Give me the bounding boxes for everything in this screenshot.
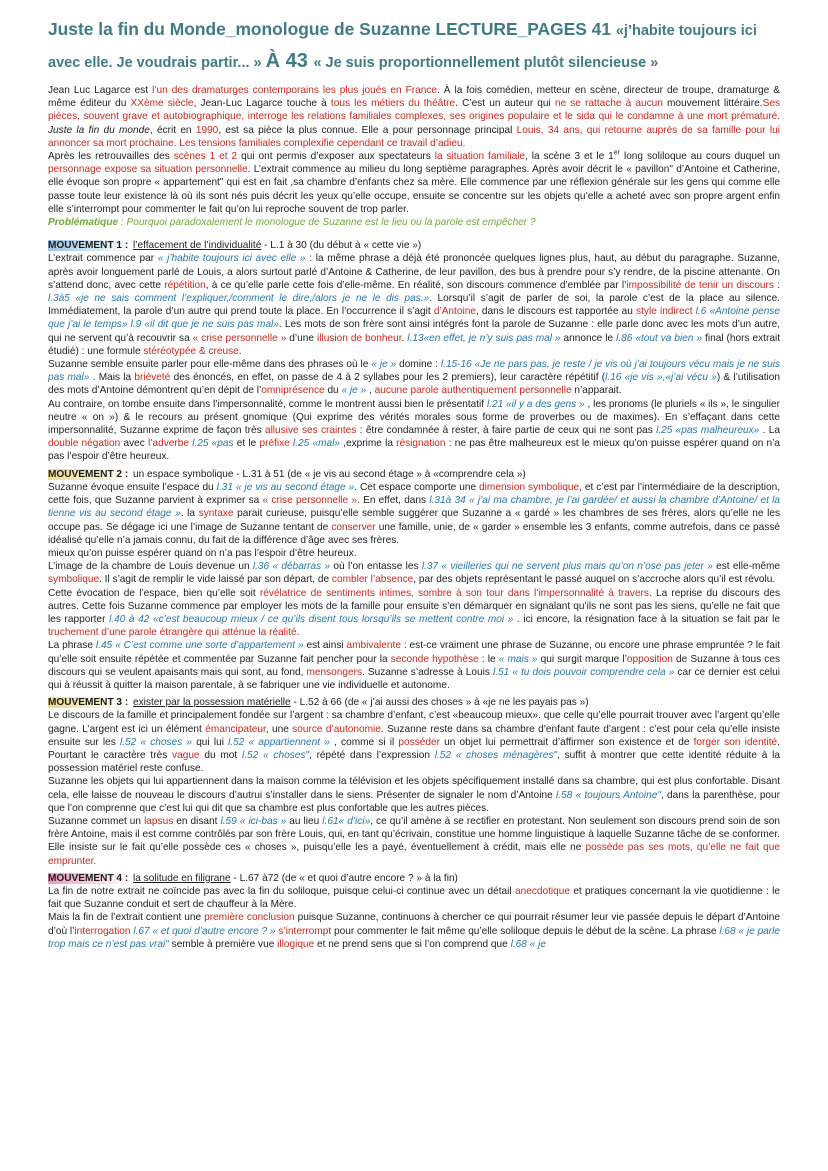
quotation: l.59 « ici-bas »: [220, 815, 287, 827]
highlighted-term: posséder: [398, 736, 440, 748]
movement-paragraph: [48, 481, 780, 547]
text-run: , ce qu’il amène à se rectifier en protestant. Non seulement son discours prend soin de son frère Antoine, mais il est comme contrôlés par son frère Louis, qui, en tant qu’écrivain, constitue une homme linguistique à laquelle Suzanne tâche de se conformer. Elle insiste sur le fait qu’elle possède ces « choses », puisqu’elle les a payé, éventuellement à crédit, mais elle ne: [48, 815, 780, 854]
text-run: , à ce qu’elle parle cette fois d’elle-même. En réalité, son discours commence d’emblée par l’: [205, 279, 627, 291]
text-run: . L’extrait commence au milieu du long septième paragraphes. Après avoir décrit le « pavillon" d’Antoine et Catherine, elle évoque son propre « appartement" qui est en fait ,sa chambre d’enfants chez sa mère. Elle commence par une réflexion générale sur les gens qui comme elle passe toute leur existence là où ils sont nés puis décrit les yeux qu’elle occupe, ensuite se concentre sur les objets qu’elle a acheté avec son propre argent enfin elle s’interrompt pour commenter le fait qu’on lui reproche souvent de trop parler.: [48, 164, 781, 215]
quotation: l.52 « choses »: [120, 736, 193, 748]
text-run: Après les retrouvailles des: [48, 151, 174, 163]
text-run: L’extrait commence par: [48, 253, 158, 265]
highlighted-term: combler l’absence: [331, 574, 414, 586]
text-run: :: [773, 279, 781, 291]
highlighted-term: préfixe: [259, 438, 290, 450]
text-run: , et c’est par l’intermédiaire de la description, cette fois, que Suzanne parvient à exprimer sa: [48, 481, 781, 507]
text-run: final (hors extrait étudié) : une formule: [48, 332, 781, 357]
quotation: l.25 «pas malheureux»: [656, 425, 760, 437]
highlighted-term: conserver: [331, 521, 376, 533]
quotation: l.31à 34 « j’ai ma chambre, je l’ai gardée/ et aussi la chambre d’Antoine/ et la tienne vis au second étage »: [48, 495, 780, 520]
quotation: l.67 « et quoi d’autre encore ? »: [133, 925, 276, 937]
text-run: L’image de la chambre de Louis devenue un: [48, 561, 253, 573]
movement-paragraph: [48, 815, 780, 868]
quotation: l.6 «Antoine pense que j’ai le temps» l.9 «il dit que je ne suis pas mal»: [48, 306, 780, 331]
movement-label: MOUVEMENT 1 :: [48, 240, 129, 252]
text-run: avec: [120, 438, 148, 450]
highlighted-term: style indirect: [636, 306, 693, 318]
highlighted-term: dimension symbolique: [479, 481, 580, 493]
text-run: des énoncés, en effet, on passe de 4 à 2 syllabes pour les 2 premiers), leur caractère répétitif (: [170, 372, 606, 384]
text-run: .: [777, 111, 780, 123]
text-run: , suffit à montrer que cette identité réduite à la possession matériel reste confuse.: [48, 749, 780, 775]
text-run: . Pourtant le caractère très: [48, 736, 780, 761]
text-run: . En effet, dans: [357, 495, 430, 507]
highlighted-term: illogique: [277, 938, 315, 950]
highlighted-term: stéréotypée & creuse: [143, 345, 239, 357]
title-main: Juste la fin du Monde_monologue de Suzanne LECTURE_PAGES 41: [48, 19, 616, 39]
text-run: semble à première vue: [168, 938, 278, 950]
highlighted-term: lapsus: [144, 815, 174, 827]
highlighted-term: aucune parole authentiquement personnelle: [374, 385, 572, 397]
text-run: : être condamnée à rester, à faire partie de ceux qui ne sont pas: [356, 425, 657, 437]
highlighted-term: émancipateur: [205, 723, 266, 735]
text-run: . Suzanne reste dans sa chambre d’enfant faute d’argent : c’est pour cela qu’elle insiste ensuite sur les: [48, 723, 780, 748]
text-run: . La: [759, 425, 780, 437]
quotation: l.86 «tout va bien »: [616, 332, 703, 344]
text-run: la solitude en filigrane: [133, 872, 231, 884]
movement-label: MOUVEMENT 2 :: [48, 468, 129, 480]
text-run: est elle-même: [712, 561, 780, 573]
text-run: Suzanne semble ensuite parler pour elle-même dans des phrases où le: [48, 359, 372, 371]
text-run: domine :: [396, 359, 441, 371]
text-run: et le: [233, 438, 260, 450]
problematique: [48, 216, 780, 229]
movement-paragraph: [48, 547, 780, 560]
highlighted-term: ambivalente: [346, 640, 401, 652]
highlighted-term: illusion de bonheur: [316, 332, 402, 344]
movements-container: [48, 239, 780, 951]
movement-label: MOUVEMENT 3 :: [48, 697, 129, 709]
quotation: « mais »: [498, 653, 538, 665]
movement-paragraph: [48, 398, 780, 464]
quotation: l.16 «je vis »,«j’ai vécu »: [605, 372, 717, 384]
quotation: l.52 « appartiennent »: [228, 736, 330, 748]
text-run: , dans le discours est rapportée au: [475, 306, 637, 318]
text-run: d’une: [286, 332, 317, 344]
text-run: . Suzanne s’adresse à Louis: [362, 666, 493, 678]
highlighted-term: Ses pièces, souvent grave et autobiographique, interroge les relations familiales complexes, ses origines populaire et le sida qui le condamne à une mort prématuré: [48, 98, 780, 123]
text-run: qui lui: [192, 736, 229, 748]
text-run: : la même phrase a déjà été prononcée quelques lignes plus, haut, au début du paragraphe. Suzanne, après avoir longuement parlé de Louis, a alors surtout parlé d’Antoine & Catherine, de leur pavillon, des bus à prendre pour s’y rendre, de la piscine attenante. On s’attend donc, avec cette: [48, 253, 781, 291]
movement-heading: [48, 468, 780, 481]
text-run: Suzanne évoque ensuite l’espace du: [48, 481, 217, 493]
movement-paragraph: [48, 560, 780, 586]
text-run: est ainsi: [303, 640, 347, 652]
highlighted-term: possède pas ses mots, qu’elle ne fait que emprunter.: [48, 842, 780, 867]
text-run: mieux qu’on puisse espérer quand on n’a pas l’espoir d’être heureux.: [48, 547, 357, 559]
text-run: mouvement littéraire.: [662, 98, 763, 110]
text-run: , Jean-Luc Lagarce touche à: [193, 98, 331, 110]
movement-label: MOUVEMENT 4 :: [48, 872, 129, 884]
movement-paragraph: [48, 709, 780, 775]
text-run: . ici encore, la résignation face à la situation se fait par le: [513, 613, 781, 625]
text-run: , par des objets représentant le passé auquel on s’accroche alors qu’il est révolu.: [413, 574, 776, 586]
highlighted-term: mensongers: [306, 666, 363, 678]
highlighted-term: résignation: [396, 438, 446, 450]
quotation: « j’habite toujours ici avec elle »: [157, 253, 306, 265]
highlighted-term: 1990: [195, 124, 219, 136]
quotation: l.51 « tu dois pouvoir comprendre cela »: [492, 666, 675, 678]
text-run: : Pourquoi paradoxalement le monologue de Suzanne est le lieu ou la parole est empêcher ?: [118, 217, 536, 229]
text-run: , dans la parenthèse, pour que l’on comprenne que c’est lui qui dit que sa chambre est plus confortable que les autres pièces.: [48, 789, 781, 814]
document-body: [48, 84, 780, 951]
intro-paragraph-2: [48, 150, 780, 216]
text-run: long soliloque au cours duquel un: [620, 151, 780, 163]
highlighted-term: scènes 1 et 2: [173, 151, 238, 163]
quotation: l.3à5 «je ne sais comment l’expliquer,/comment le dire,/alors je ne le dis pas.»: [48, 293, 430, 305]
text-run: . Lorsqu’il s’agit de parler de soi, la parole c’est de la place au silence. Immédiatement, la parole d’un autre qui prend toute la place. En l’occurrence il s’agit: [48, 293, 780, 318]
text-run: en disant: [173, 815, 221, 827]
highlighted-term: personnage expose sa situation personnelle: [48, 164, 248, 176]
movement-heading: [48, 239, 780, 252]
text-run: du: [324, 385, 342, 397]
text-run: : ne pas être malheureux est le mieux qu’on puisse espérer quand on n’a pas l’espoir d’être heureux.: [48, 438, 781, 463]
highlighted-term: l’un des dramaturges contemporains les plus joués en France: [152, 85, 438, 96]
highlighted-term: forger son identité: [693, 736, 778, 748]
highlighted-term: symbolique: [48, 574, 100, 586]
highlighted-term: révélatrice de sentiments intimes, sombre à son tour dans l’impersonnalité à travers: [259, 587, 649, 599]
quotation: l.13«en effet, je n’y suis pas mal »: [407, 332, 561, 344]
quotation: l.36 « débarras »: [252, 561, 331, 573]
text-run: parait curieuse, puisqu’elle semble suggérer que Suzanne a « gardé » les chambres de ses frères, alors qu’elle ne les occupe pas. Se dégage ici une l’image de Suzanne tentant de: [48, 508, 780, 533]
text-run: - L.52 à 66 (de « j’ai aussi des choses » à «je ne les payais pas »): [290, 697, 589, 709]
text-run: de Suzanne à tous ces discours qui se veulent apaisants mais qui sont, au fond,: [48, 653, 781, 678]
text-run: . À la fois comédien, metteur en scène, directeur de troupe, dramaturge & même éditeur du: [48, 85, 780, 110]
text-run: La fin de notre extrait ne coïncide pas avec la fin du soliloque, puisque celui-ci continue avec un détail: [48, 885, 515, 897]
text-run: car ce dernier est celui qui à réussit à quitter la maison parentale, à se fabriquer une vie individuelle et autonome.: [48, 666, 780, 691]
text-run: . La reprise du discours des autres. Cette fois Suzanne commence par employer les mots de la famille pour ensuite s’en démarquer en signalant qu’ils ne sont pas les siens, qu’elle ne fait que les rapporter: [48, 587, 780, 625]
text-run: un espace symbolique - L.31 à 51 (de « je vis au second étage » à «comprendre cela »): [133, 468, 526, 480]
text-run: ,: [366, 385, 375, 397]
text-run: . la: [180, 508, 199, 520]
quotation: l.37 « vieilleries qui ne servent plus mais qu’on n’ose pas jeter »: [421, 561, 713, 573]
text-run: .: [296, 627, 300, 639]
text-run: qui ont permis d’exposer aux spectateurs: [237, 151, 435, 163]
text-run: Problématique: [48, 217, 119, 229]
text-run: Juste la fin du monde: [48, 124, 150, 136]
text-run: . Mais la: [89, 372, 135, 384]
movement-heading: [48, 872, 780, 885]
highlighted-term: allusive ses craintes: [264, 425, 357, 437]
text-run: er: [613, 149, 621, 157]
movement-paragraph: [48, 358, 780, 398]
highlighted-term: source d’autonomie: [292, 723, 381, 735]
movement-paragraph: [48, 252, 780, 358]
highlighted-term: « crise personnelle »: [192, 332, 287, 344]
highlighted-term: truchement d’une parole étrangère qui atténue la réalité: [48, 627, 297, 639]
highlighted-term: double négation: [48, 438, 121, 450]
text-run: . Il s’agit de remplir le vide laissé par son départ, de: [99, 574, 332, 586]
highlighted-term: tous les métiers du théâtre: [330, 98, 456, 110]
quotation: l.40 à 42 «c’est beaucoup mieux / ce qu’ils disent tous lorsqu’ils se mettent contre moi »: [109, 613, 514, 625]
text-run: du mot: [199, 749, 242, 761]
highlighted-term: ne se rattache à aucun: [554, 98, 663, 110]
text-run: : le: [478, 653, 499, 665]
text-run: puisque Suzanne, continuons à chercher ce qui pourrait résumer leur vie passée depuis le départ d’Antoine d’où l’: [48, 912, 780, 937]
highlighted-term: opposition: [626, 653, 673, 665]
text-run: exister par la possession matérielle: [133, 697, 291, 709]
document-title: [48, 14, 780, 78]
text-run: .: [238, 345, 242, 357]
highlighted-term: anecdotique: [514, 885, 570, 897]
highlighted-term: répétition: [164, 279, 206, 291]
text-run: et pratiques concernant la vie quotidienne : le fait que Suzanne conduit et sert de chauffeur à la Mère.: [48, 885, 781, 911]
highlighted-term: brièveté: [134, 372, 171, 384]
highlighted-term: impossibilité de tenir un discours: [626, 279, 774, 291]
quotation: l.31 « je vis au second étage »: [216, 481, 355, 493]
text-run: .: [401, 332, 408, 344]
movement-heading: [48, 696, 780, 709]
highlighted-term: syntaxe: [198, 508, 234, 520]
quotation: l.68 « je parle trop mais ce n’est pas vrai": [48, 925, 781, 950]
text-run: - L.1 à 30 (du début à « cette vie »): [261, 240, 422, 252]
highlighted-term: Louis, 34 ans, qui retourne auprès de sa famille pour lui annoncer sa mort prochaine. Les tensions familiales complexifie cependant ce travail d’adieu.: [48, 124, 781, 149]
text-run: , comme si il: [329, 736, 399, 748]
highlighted-term: « crise personnelle »: [262, 495, 358, 507]
quotation: « je »: [371, 359, 397, 371]
text-run: Le discours de la famille et principalement fondée sur l’argent : sa chambre d’enfant, c’est «beaucoup mieux». que celle qu’elle pourrait trouver avec l’argent qu’elle gagne. L’argent est ici un élément: [48, 710, 780, 735]
quotation: « je »: [341, 385, 367, 397]
text-run: , les pronoms (le pluriels « ils », le singulier neutre « on ») & le recours au présent gnomique (Qui exprime des vérités morales sous forme de proverbes ou de maximes). En s’effaçant dans cette impersonnalité, Suzanne exprime de façon très: [48, 398, 781, 437]
quotation: l.25 «mal»: [292, 438, 340, 450]
text-run: , la scène 3 et le 1: [525, 151, 614, 163]
title-quote-end: « Je suis proportionnellement plutôt silencieuse »: [313, 55, 659, 71]
highlighted-term: vague: [172, 749, 200, 761]
intro-paragraph-1: [48, 84, 780, 150]
movement-paragraph: [48, 911, 780, 951]
text-run: . C’est un auteur qui: [455, 98, 555, 110]
text-run: au lieu: [286, 815, 323, 827]
highlighted-term: XXème siècle: [130, 98, 194, 110]
quotation: l.68 « je: [510, 938, 546, 950]
text-run: l’effacement de l’individualité: [133, 240, 262, 252]
text-run: une famille, unie, de « garder » ensemble les 3 enfants, comme autrefois, dans ce passé idéalisé qu’elle n’a jamais connu, du fait de la différence d’âge avec ses frères.: [48, 521, 780, 546]
quotation: l.25 «pas: [192, 438, 234, 450]
text-run: Au contraire, on tombe ensuite dans l’impersonnalité, comme le montrent aussi bien le présentatif: [48, 398, 487, 410]
text-run: Jean Luc Lagarce est: [48, 85, 153, 96]
text-run: La phrase: [48, 640, 96, 652]
quotation: l.52 « choses ménagères": [434, 749, 558, 761]
highlighted-term: l’adverbe: [148, 438, 189, 450]
text-run: et ne prend sens que si l’on comprend que: [314, 938, 511, 950]
text-run: , répété dans l’expression: [308, 749, 435, 761]
title-page-range: À 43: [265, 50, 314, 72]
text-run: annonce le: [560, 332, 617, 344]
highlighted-term: la situation familiale: [434, 151, 526, 163]
quotation: l.52 « choses": [241, 749, 309, 761]
text-run: : est-ce vraiment une phrase de Suzanne, ou encore une phrase empruntée ? le fait qu’elle soit ensuite répétée et commentée par Suzanne fait pencher pour la: [48, 640, 780, 665]
text-run: , est sa pièce la plus connue. Elle a pour personnage principal: [218, 124, 517, 136]
movement-paragraph: [48, 587, 780, 640]
highlighted-term: omniprésence: [261, 385, 325, 397]
highlighted-term: s’interrompt: [278, 925, 332, 937]
highlighted-term: première conclusion: [204, 912, 295, 924]
text-run: Cette évocation de l’espace, bien qu’elle soit: [48, 587, 260, 599]
highlighted-term: interrogation: [74, 925, 131, 937]
movement-paragraph: [48, 885, 780, 911]
text-run: . Les mots de son frère sont ainsi intégrés font la parole de Suzanne : elle parle donc avec les mots d’un autre, qui ne servent qu’à recouvrir sa: [48, 319, 780, 344]
movement-paragraph: [48, 639, 780, 692]
quotation: l.21 «il y a des gens »: [486, 398, 585, 410]
text-run: ,exprime la: [339, 438, 397, 450]
text-run: Suzanne les objets qui lui appartiennent dans la maison comme la télévision et les objets spécifiquement installé dans sa chambre, qui est plus confortable. Disant cela, elle laisse de nouveau le discours d’autrui s’installer dans le siens. Présenter de signaler le nom d’Antoine: [48, 776, 780, 801]
quotation: l.61« d’ici»: [322, 815, 371, 827]
quotation: l.15-16 «Je ne pars pas, je reste / je vis où j’ai toujours vécu mais je ne suis pas mal»: [48, 359, 780, 384]
text-run: . Cet espace comporte une: [354, 481, 480, 493]
text-run: Mais la fin de l’extrait contient une: [48, 912, 205, 924]
quotation: l.58 « toujours Antoine": [555, 789, 661, 801]
text-run: , écrit en: [149, 124, 196, 136]
text-run: ) & l’utilisation des mots d’Antoine démontrent qu’en dépit de l’: [48, 372, 780, 397]
text-run: - L.67 à72 (de « et quoi d’autre encore ? » à la fin): [230, 872, 458, 884]
highlighted-term: seconde hypothèse: [390, 653, 479, 665]
movement-paragraph: [48, 775, 780, 815]
text-run: un objet lui permettrait d’affirmer son existence et de: [439, 736, 694, 748]
text-run: où l’on entasse les: [330, 561, 422, 573]
text-run: Suzanne commet un: [48, 815, 145, 827]
text-run: , une: [265, 723, 293, 735]
highlighted-term: d’Antoine: [433, 306, 476, 318]
title-quote-start: «j’habite toujours ici avec elle. Je voudrais partir... »: [48, 23, 757, 71]
quotation: l.45 « C’est comme une sorte d’appartement »: [95, 640, 304, 652]
text-run: qui surgit marque l’: [537, 653, 627, 665]
text-run: n’apparait.: [571, 385, 622, 397]
text-run: pour commenter le fait même qu’elle soliloque depuis le début de la scène. La phrase: [331, 925, 720, 937]
